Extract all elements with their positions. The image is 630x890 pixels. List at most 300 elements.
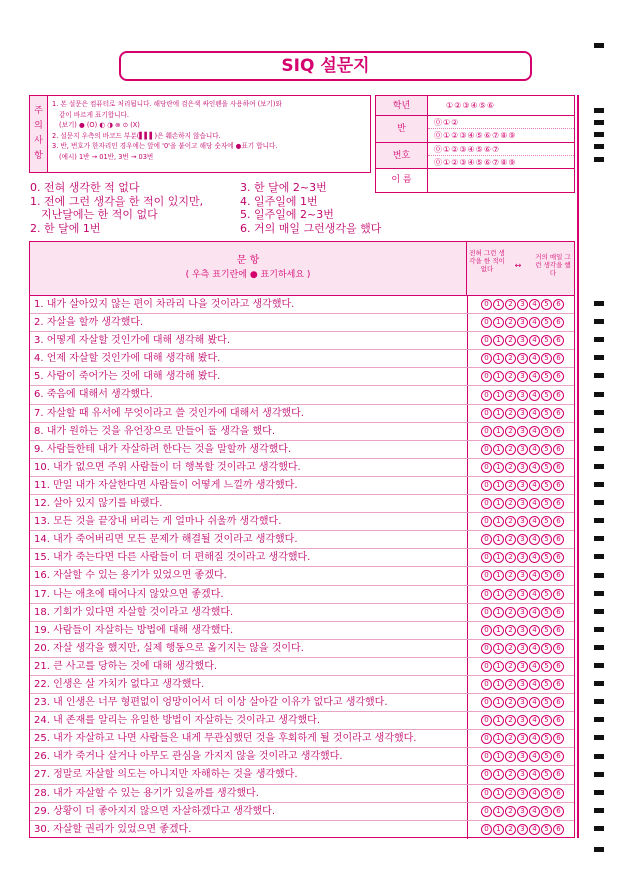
question-row: [30, 821, 574, 839]
answer-options: [467, 785, 577, 802]
answer-bubble[interactable]: 6: [553, 769, 564, 780]
answer-bubble[interactable]: 5: [541, 353, 552, 364]
answer-bubble[interactable]: 1: [493, 534, 504, 545]
answer-bubble[interactable]: 5: [541, 715, 552, 726]
answer-bubble[interactable]: 0: [481, 390, 492, 401]
answer-options: [467, 640, 577, 657]
answer-bubble[interactable]: 3: [517, 679, 528, 690]
answer-bubble[interactable]: 3: [517, 643, 528, 654]
answer-bubble[interactable]: 3: [517, 607, 528, 618]
answer-bubble[interactable]: 2: [505, 408, 516, 419]
answer-bubble[interactable]: 1: [493, 570, 504, 581]
notice-heading-char: 주: [34, 106, 43, 116]
question-text: 29. 상황이 더 좋아지지 않으면 자살하겠다고 생각했다.: [34, 805, 276, 817]
answer-bubble[interactable]: 1: [493, 552, 504, 563]
answer-bubble[interactable]: 6: [553, 371, 564, 382]
number-bubbles-units[interactable]: ⓪①②③④⑤⑥⑦⑧⑨: [428, 156, 574, 169]
answer-bubble[interactable]: 3: [517, 498, 528, 509]
answer-bubble[interactable]: 6: [553, 498, 564, 509]
question-text: 15. 내가 죽는다면 다른 사람들이 더 편해질 것이라고 생각했다.: [34, 552, 311, 564]
class-bubbles-units[interactable]: ⓪①②③④⑤⑥⑦⑧⑨: [428, 129, 574, 143]
answer-bubble[interactable]: 0: [481, 317, 492, 328]
answer-bubble[interactable]: 1: [493, 625, 504, 636]
answer-bubble[interactable]: 1: [493, 643, 504, 654]
answer-bubble[interactable]: 6: [553, 643, 564, 654]
answer-bubble[interactable]: 5: [541, 371, 552, 382]
answer-bubble[interactable]: 2: [505, 824, 516, 835]
question-text: 27. 정말로 자살할 의도는 아니지만 자해하는 것을 생각했다.: [34, 769, 298, 781]
question-row: [30, 622, 574, 640]
question-text: 24. 내 존재를 알리는 유일한 방법이 자살하는 것이라고 생각했다.: [34, 715, 321, 727]
answer-bubble[interactable]: 4: [529, 643, 540, 654]
answer-bubble[interactable]: 4: [529, 516, 540, 527]
answer-bubble[interactable]: 6: [553, 299, 564, 310]
timing-mark: [594, 428, 604, 433]
answer-bubble[interactable]: 0: [481, 824, 492, 835]
answer-bubble[interactable]: 3: [517, 480, 528, 491]
answer-bubble[interactable]: 0: [481, 408, 492, 419]
answer-bubble[interactable]: 2: [505, 498, 516, 509]
scale-legend-left: [30, 181, 240, 235]
answer-bubble[interactable]: 2: [505, 462, 516, 473]
answer-bubble[interactable]: 2: [505, 697, 516, 708]
answer-bubble[interactable]: 0: [481, 679, 492, 690]
table-header: [30, 242, 574, 296]
answer-bubble[interactable]: 5: [541, 733, 552, 744]
answer-bubble[interactable]: 5: [541, 534, 552, 545]
answer-bubble[interactable]: 6: [553, 733, 564, 744]
answer-bubble[interactable]: 4: [529, 408, 540, 419]
answer-bubble[interactable]: 6: [553, 444, 564, 455]
answer-options: [467, 622, 577, 639]
question-row: [30, 640, 574, 658]
answer-bubble[interactable]: 3: [517, 371, 528, 382]
answer-bubble[interactable]: 0: [481, 426, 492, 437]
answer-options: [467, 748, 577, 765]
answer-options: [467, 549, 577, 566]
timing-mark: [594, 410, 604, 415]
question-row: [30, 296, 574, 314]
class-bubbles-tens[interactable]: ⓪①②: [428, 116, 574, 129]
grade-bubbles[interactable]: ①②③④⑤⑥: [428, 96, 574, 116]
answer-bubble[interactable]: 5: [541, 516, 552, 527]
answer-bubble[interactable]: 0: [481, 769, 492, 780]
answer-bubble[interactable]: 2: [505, 390, 516, 401]
question-row: [30, 694, 574, 712]
answer-bubble[interactable]: 4: [529, 317, 540, 328]
answer-bubble[interactable]: 5: [541, 643, 552, 654]
answer-options: [467, 658, 577, 675]
answer-bubble[interactable]: 1: [493, 480, 504, 491]
answer-bubble[interactable]: 6: [553, 570, 564, 581]
answer-bubble[interactable]: 0: [481, 751, 492, 762]
answer-bubble[interactable]: 4: [529, 661, 540, 672]
answer-bubble[interactable]: 0: [481, 625, 492, 636]
timing-mark: [594, 392, 604, 397]
answer-bubble[interactable]: 6: [553, 661, 564, 672]
question-row: [30, 477, 574, 495]
answer-bubble[interactable]: 5: [541, 607, 552, 618]
answer-bubble[interactable]: 2: [505, 715, 516, 726]
answer-bubble[interactable]: 1: [493, 371, 504, 382]
answer-bubble[interactable]: 0: [481, 643, 492, 654]
answer-options: [467, 766, 577, 783]
answer-bubble[interactable]: 3: [517, 715, 528, 726]
answer-bubble[interactable]: 5: [541, 751, 552, 762]
answer-bubble[interactable]: 1: [493, 679, 504, 690]
timing-mark: [594, 645, 604, 650]
answer-bubble[interactable]: 5: [541, 335, 552, 346]
answer-bubble[interactable]: 1: [493, 498, 504, 509]
answer-bubble[interactable]: 5: [541, 498, 552, 509]
answer-bubble[interactable]: 6: [553, 390, 564, 401]
answer-bubble[interactable]: 3: [517, 824, 528, 835]
answer-bubble[interactable]: 1: [493, 788, 504, 799]
answer-bubble[interactable]: 2: [505, 516, 516, 527]
answer-bubble[interactable]: 2: [505, 788, 516, 799]
question-text: 30. 자살할 권리가 있었으면 좋겠다.: [34, 823, 192, 835]
question-text: 12. 살아 있지 않기를 바랬다.: [34, 498, 163, 510]
answer-bubble[interactable]: 5: [541, 462, 552, 473]
answer-bubble[interactable]: 2: [505, 607, 516, 618]
answer-bubble[interactable]: 4: [529, 824, 540, 835]
answer-bubble[interactable]: 0: [481, 661, 492, 672]
answer-bubble[interactable]: 2: [505, 570, 516, 581]
answer-bubble[interactable]: 5: [541, 697, 552, 708]
answer-bubble[interactable]: 3: [517, 426, 528, 437]
answer-bubble[interactable]: 6: [553, 516, 564, 527]
answer-bubble[interactable]: 1: [493, 751, 504, 762]
answer-bubble[interactable]: 3: [517, 625, 528, 636]
scale-item: 4. 일주일에 1번: [240, 194, 318, 208]
scale-legend-right: [240, 181, 440, 235]
answer-bubble[interactable]: 0: [481, 516, 492, 527]
timing-mark: [594, 754, 604, 759]
answer-bubble[interactable]: 5: [541, 824, 552, 835]
question-row: [30, 549, 574, 567]
timing-mark: [594, 319, 604, 324]
answer-bubble[interactable]: 5: [541, 299, 552, 310]
answer-options: [467, 405, 577, 422]
answer-bubble[interactable]: 5: [541, 788, 552, 799]
answer-bubble[interactable]: 2: [505, 733, 516, 744]
answer-bubble[interactable]: 1: [493, 769, 504, 780]
answer-bubble[interactable]: 4: [529, 534, 540, 545]
answer-bubble[interactable]: 5: [541, 408, 552, 419]
answer-bubble[interactable]: 1: [493, 661, 504, 672]
timing-mark: [594, 43, 604, 48]
answer-bubble[interactable]: 6: [553, 697, 564, 708]
answer-bubble[interactable]: 0: [481, 444, 492, 455]
question-text: 26. 내가 죽거나 살거나 아무도 관심을 가지지 않을 것이라고 생각했다.: [34, 751, 343, 763]
answer-options: [467, 821, 577, 839]
question-text: 2. 자살을 할까 생각했다.: [34, 317, 144, 329]
answer-bubble[interactable]: 4: [529, 751, 540, 762]
answer-bubble[interactable]: 0: [481, 733, 492, 744]
answer-bubble[interactable]: 4: [529, 625, 540, 636]
answer-options: [467, 423, 577, 440]
answer-bubble[interactable]: 6: [553, 317, 564, 328]
answer-bubble[interactable]: 3: [517, 408, 528, 419]
answer-bubble[interactable]: 3: [517, 788, 528, 799]
timing-mark: [594, 464, 604, 469]
answer-bubble[interactable]: 6: [553, 552, 564, 563]
answer-bubble[interactable]: 6: [553, 589, 564, 600]
question-row: [30, 658, 574, 676]
answer-bubble[interactable]: 2: [505, 371, 516, 382]
answer-bubble[interactable]: 2: [505, 552, 516, 563]
answer-bubble[interactable]: 4: [529, 589, 540, 600]
answer-bubble[interactable]: 4: [529, 570, 540, 581]
answer-options: [467, 386, 577, 403]
answer-bubble[interactable]: 5: [541, 769, 552, 780]
answer-bubble[interactable]: 4: [529, 697, 540, 708]
answer-bubble[interactable]: 0: [481, 715, 492, 726]
question-text: 3. 어떻게 자살할 것인가에 대해 생각해 봤다.: [34, 335, 231, 347]
answer-bubble[interactable]: 5: [541, 806, 552, 817]
answer-bubble[interactable]: 2: [505, 534, 516, 545]
answer-bubble[interactable]: 6: [553, 625, 564, 636]
answer-bubble[interactable]: 5: [541, 426, 552, 437]
answer-bubble[interactable]: 4: [529, 462, 540, 473]
answer-bubble[interactable]: 3: [517, 390, 528, 401]
answer-bubble[interactable]: 1: [493, 408, 504, 419]
answer-bubble[interactable]: 3: [517, 444, 528, 455]
answer-bubble[interactable]: 4: [529, 390, 540, 401]
question-text: 17. 나는 애초에 태어나지 않았으면 좋겠다.: [34, 588, 224, 600]
timing-mark: [594, 500, 604, 505]
answer-bubble[interactable]: 4: [529, 607, 540, 618]
question-row: [30, 386, 574, 404]
question-text: 11. 만일 내가 자살한다면 사람들이 어떻게 느낄까 생각했다.: [34, 479, 298, 491]
answer-bubble[interactable]: 3: [517, 751, 528, 762]
answer-bubble[interactable]: 5: [541, 661, 552, 672]
answer-bubble[interactable]: 3: [517, 317, 528, 328]
answer-bubble[interactable]: 5: [541, 444, 552, 455]
answer-bubble[interactable]: 1: [493, 353, 504, 364]
answer-bubble[interactable]: 1: [493, 335, 504, 346]
answer-bubble[interactable]: 1: [493, 390, 504, 401]
scale-item: 2. 한 달에 1번: [30, 221, 101, 235]
answer-bubble[interactable]: 6: [553, 426, 564, 437]
answer-bubble[interactable]: 0: [481, 607, 492, 618]
answer-bubble[interactable]: 6: [553, 353, 564, 364]
answer-bubble[interactable]: 0: [481, 335, 492, 346]
answer-bubble[interactable]: 4: [529, 552, 540, 563]
answer-bubble[interactable]: 0: [481, 299, 492, 310]
answer-bubble[interactable]: 5: [541, 625, 552, 636]
answer-bubble[interactable]: 2: [505, 480, 516, 491]
answer-bubble[interactable]: 2: [505, 353, 516, 364]
question-row: [30, 676, 574, 694]
answer-bubble[interactable]: 1: [493, 462, 504, 473]
student-id-box: [375, 95, 575, 193]
answer-bubble[interactable]: 1: [493, 589, 504, 600]
timing-mark: [594, 735, 604, 740]
answer-bubble[interactable]: 0: [481, 697, 492, 708]
timing-mark: [594, 699, 604, 704]
answer-bubble[interactable]: 2: [505, 426, 516, 437]
answer-bubble[interactable]: 1: [493, 607, 504, 618]
header-title-block: [30, 254, 466, 282]
question-text: 20. 자살 생각을 했지만, 실제 행동으로 옮기지는 않을 것이다.: [34, 642, 304, 654]
answer-bubble[interactable]: 2: [505, 806, 516, 817]
question-row: [30, 513, 574, 531]
answer-options: [467, 332, 577, 349]
answer-bubble[interactable]: 0: [481, 788, 492, 799]
answer-bubble[interactable]: 2: [505, 661, 516, 672]
answer-bubble[interactable]: 0: [481, 570, 492, 581]
question-row: [30, 604, 574, 622]
page-title: SIQ 설문지: [119, 51, 532, 81]
answer-bubble[interactable]: 3: [517, 733, 528, 744]
answer-bubble[interactable]: 4: [529, 426, 540, 437]
answer-bubble[interactable]: 1: [493, 516, 504, 527]
answer-options: [467, 296, 577, 313]
answer-bubble[interactable]: 4: [529, 353, 540, 364]
notice-line: 2. 설문지 우측의 바코드 부분(▌▌▌)은 훼손하지 않습니다.: [52, 131, 221, 140]
question-text: 18. 기회가 있다면 자살할 것이라고 생각했다.: [34, 606, 234, 618]
answer-bubble[interactable]: 4: [529, 715, 540, 726]
answer-bubble[interactable]: 1: [493, 426, 504, 437]
answer-bubble[interactable]: 5: [541, 552, 552, 563]
answer-bubble[interactable]: 1: [493, 733, 504, 744]
answer-bubble[interactable]: 2: [505, 589, 516, 600]
answer-bubble[interactable]: 6: [553, 335, 564, 346]
name-field[interactable]: [428, 169, 574, 192]
answer-bubble[interactable]: 2: [505, 317, 516, 328]
answer-bubble[interactable]: 2: [505, 335, 516, 346]
answer-bubble[interactable]: 6: [553, 480, 564, 491]
option-header-arrow: ↔: [514, 261, 522, 270]
answer-bubble[interactable]: 1: [493, 444, 504, 455]
timing-mark: [594, 808, 604, 813]
answer-bubble[interactable]: 2: [505, 679, 516, 690]
answer-bubble[interactable]: 3: [517, 516, 528, 527]
answer-bubble[interactable]: 1: [493, 317, 504, 328]
timing-mark: [594, 120, 604, 125]
question-text: 4. 언제 자살할 것인가에 대해 생각해 봤다.: [34, 353, 221, 365]
timing-mark: [594, 717, 604, 722]
option-header-right: 거의 매일 그런 생각을 했다: [535, 253, 571, 277]
answer-bubble[interactable]: 1: [493, 806, 504, 817]
number-bubbles-tens[interactable]: ⓪①②③④⑤⑥⑦: [428, 143, 574, 156]
answer-bubble[interactable]: 3: [517, 806, 528, 817]
answer-bubble[interactable]: 0: [481, 462, 492, 473]
answer-bubble[interactable]: 0: [481, 552, 492, 563]
answer-bubble[interactable]: 3: [517, 697, 528, 708]
answer-options: [467, 676, 577, 693]
answer-bubble[interactable]: 6: [553, 751, 564, 762]
answer-bubble[interactable]: 4: [529, 498, 540, 509]
answer-bubble[interactable]: 0: [481, 480, 492, 491]
answer-bubble[interactable]: 5: [541, 390, 552, 401]
answer-bubble[interactable]: 3: [517, 570, 528, 581]
timing-mark: [594, 663, 604, 668]
answer-bubble[interactable]: 0: [481, 589, 492, 600]
answer-bubble[interactable]: 0: [481, 534, 492, 545]
answer-bubble[interactable]: 3: [517, 335, 528, 346]
answer-bubble[interactable]: 4: [529, 733, 540, 744]
question-text: 25. 내가 자살하고 나면 사람들은 내게 무관심했던 것을 후회하게 될 것이라고 생각했다.: [34, 733, 417, 745]
answer-bubble[interactable]: 4: [529, 444, 540, 455]
answer-bubble[interactable]: 5: [541, 480, 552, 491]
answer-bubble[interactable]: 6: [553, 534, 564, 545]
answer-bubble[interactable]: 4: [529, 788, 540, 799]
answer-bubble[interactable]: 6: [553, 607, 564, 618]
question-text: 22. 인생은 살 가치가 없다고 생각했다.: [34, 678, 205, 690]
answer-bubble[interactable]: 6: [553, 788, 564, 799]
timing-mark: [594, 482, 604, 487]
answer-options: [467, 459, 577, 476]
answer-bubble[interactable]: 3: [517, 589, 528, 600]
answer-bubble[interactable]: 3: [517, 353, 528, 364]
answer-bubble[interactable]: 4: [529, 371, 540, 382]
answer-bubble[interactable]: 2: [505, 299, 516, 310]
answer-bubble[interactable]: 3: [517, 462, 528, 473]
answer-bubble[interactable]: 6: [553, 715, 564, 726]
timing-mark: [594, 772, 604, 777]
answer-bubble[interactable]: 5: [541, 570, 552, 581]
answer-bubble[interactable]: 1: [493, 715, 504, 726]
answer-bubble[interactable]: 0: [481, 806, 492, 817]
answer-bubble[interactable]: 1: [493, 299, 504, 310]
answer-options: [467, 694, 577, 711]
answer-bubble[interactable]: 6: [553, 679, 564, 690]
answer-bubble[interactable]: 3: [517, 769, 528, 780]
question-row: [30, 423, 574, 441]
notice-line: 같이 바르게 표기합니다.: [59, 110, 129, 119]
answer-options: [467, 368, 577, 385]
answer-bubble[interactable]: 2: [505, 769, 516, 780]
answer-bubble[interactable]: 2: [505, 751, 516, 762]
answer-bubble[interactable]: 0: [481, 353, 492, 364]
answer-bubble[interactable]: 2: [505, 625, 516, 636]
answer-bubble[interactable]: 3: [517, 552, 528, 563]
question-row: [30, 567, 574, 585]
answer-bubble[interactable]: 2: [505, 444, 516, 455]
timing-mark: [594, 144, 604, 149]
answer-bubble[interactable]: 5: [541, 679, 552, 690]
answer-bubble[interactable]: 3: [517, 299, 528, 310]
timing-mark: [594, 355, 604, 360]
notice-line: (보기) ● (O) ◐ ◑ ⊗ ⊙ (X): [59, 121, 140, 129]
answer-bubble[interactable]: 6: [553, 462, 564, 473]
answer-bubble[interactable]: 2: [505, 643, 516, 654]
answer-bubble[interactable]: 6: [553, 408, 564, 419]
answer-bubble[interactable]: 1: [493, 697, 504, 708]
answer-bubble[interactable]: 4: [529, 679, 540, 690]
answer-bubble[interactable]: 4: [529, 299, 540, 310]
answer-bubble[interactable]: 6: [553, 806, 564, 817]
answer-bubble[interactable]: 6: [553, 824, 564, 835]
scale-item: 3. 한 달에 2~3번: [240, 181, 327, 194]
answer-bubble[interactable]: 0: [481, 498, 492, 509]
answer-bubble[interactable]: 3: [517, 534, 528, 545]
answer-bubble[interactable]: 4: [529, 806, 540, 817]
question-rows: [30, 296, 574, 839]
question-row: [30, 441, 574, 459]
answer-bubble[interactable]: 4: [529, 769, 540, 780]
answer-bubble[interactable]: 1: [493, 824, 504, 835]
answer-bubble[interactable]: 4: [529, 335, 540, 346]
answer-bubble[interactable]: 5: [541, 589, 552, 600]
answer-bubble[interactable]: 3: [517, 661, 528, 672]
answer-bubble[interactable]: 5: [541, 317, 552, 328]
answer-bubble[interactable]: 4: [529, 480, 540, 491]
answer-options: [467, 712, 577, 729]
answer-bubble[interactable]: 0: [481, 371, 492, 382]
